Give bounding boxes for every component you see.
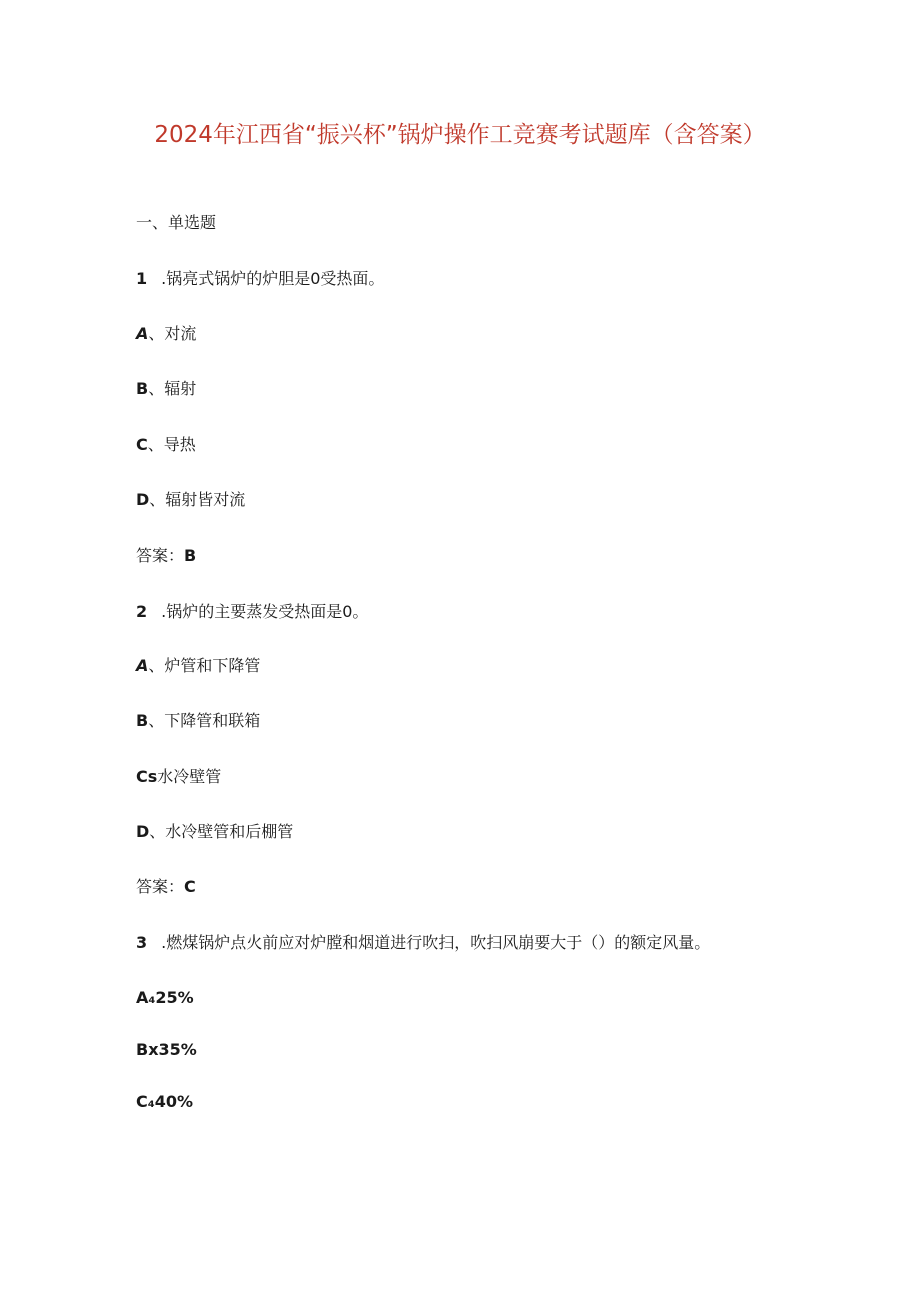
question-1-stem bbox=[136, 269, 384, 289]
question-text: .锅亮式锅炉的炉胆是0受热面。 bbox=[161, 269, 385, 288]
question-2-answer bbox=[136, 877, 196, 897]
question-1-option-b bbox=[136, 379, 196, 399]
option-text: 对流 bbox=[164, 324, 197, 343]
document-title: 2024年江西省“振兴杯”锅炉操作工竞赛考试题库（含答案） bbox=[154, 122, 766, 148]
question-2-option-a bbox=[136, 656, 260, 676]
option-text: 40% bbox=[154, 1092, 194, 1111]
answer-label: 答案： bbox=[136, 546, 185, 565]
question-3-option-c bbox=[136, 1092, 193, 1112]
option-text: 水冷壁管 bbox=[157, 767, 222, 786]
answer-value: C bbox=[184, 877, 196, 896]
section-heading: 一、单选题 bbox=[136, 213, 217, 232]
question-1-answer bbox=[136, 546, 196, 566]
option-separator: 、 bbox=[149, 490, 166, 509]
question-2-option-d bbox=[136, 822, 293, 842]
option-text: 炉管和下降管 bbox=[164, 656, 261, 675]
option-label: A bbox=[136, 656, 149, 675]
option-label: D bbox=[136, 822, 150, 841]
option-label: C₄ bbox=[136, 1092, 155, 1111]
option-separator: 、 bbox=[149, 822, 166, 841]
question-number: 3 bbox=[136, 933, 148, 952]
option-text: 下降管和联箱 bbox=[164, 711, 261, 730]
answer-label: 答案： bbox=[136, 877, 185, 896]
question-1-option-c bbox=[136, 435, 196, 455]
option-label: Cs bbox=[136, 767, 158, 786]
question-2-stem bbox=[136, 602, 368, 622]
answer-value: B bbox=[184, 546, 197, 565]
option-text: 25% bbox=[155, 988, 194, 1007]
option-label: C bbox=[136, 435, 148, 454]
option-separator: 、 bbox=[148, 656, 165, 675]
option-text: 水冷壁管和后棚管 bbox=[165, 822, 294, 841]
question-2-option-b bbox=[136, 711, 260, 731]
question-3-stem bbox=[136, 933, 710, 953]
option-separator: 、 bbox=[148, 711, 165, 730]
question-number: 1 bbox=[136, 269, 148, 288]
option-label: Bx bbox=[136, 1040, 159, 1059]
option-text: 35% bbox=[158, 1040, 197, 1059]
question-3-option-b bbox=[136, 1040, 197, 1060]
question-text: .锅炉的主要蒸发受热面是0。 bbox=[161, 602, 369, 621]
option-label: A bbox=[136, 324, 149, 343]
question-text: .燃煤锅炉点火前应对炉膛和烟道进行吹扫，吹扫风崩要大于（）的额定风量。 bbox=[161, 933, 711, 952]
option-text: 辐射 bbox=[164, 379, 197, 398]
question-1-option-a bbox=[136, 324, 196, 344]
option-label: A₄ bbox=[136, 988, 156, 1007]
question-number: 2 bbox=[136, 602, 148, 621]
question-2-option-c bbox=[136, 767, 221, 787]
question-3-option-a bbox=[136, 988, 194, 1008]
option-label: B bbox=[136, 379, 149, 398]
option-label: D bbox=[136, 490, 150, 509]
option-separator: 、 bbox=[148, 379, 165, 398]
option-label: B bbox=[136, 711, 149, 730]
question-1-option-d bbox=[136, 490, 245, 510]
option-text: 辐射皆对流 bbox=[165, 490, 246, 509]
option-separator: 、 bbox=[147, 435, 164, 454]
option-separator: 、 bbox=[148, 324, 165, 343]
option-text: 导热 bbox=[163, 435, 196, 454]
